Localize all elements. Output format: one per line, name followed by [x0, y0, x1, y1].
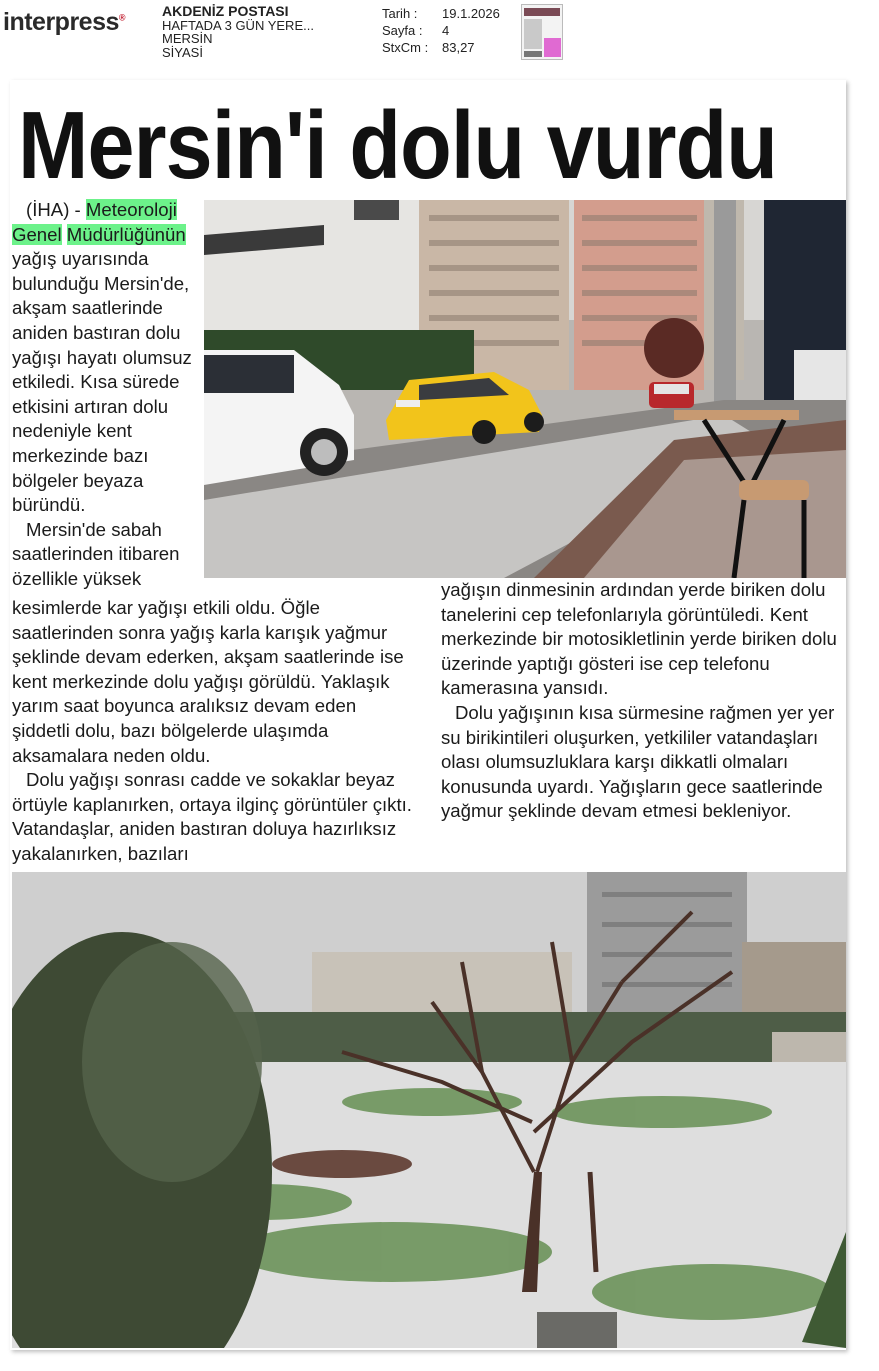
article-column-right: [441, 578, 843, 824]
stxcm-value: 83,27: [442, 40, 475, 55]
clipping-info: [382, 5, 500, 56]
agency-credit: (İHA) -: [26, 199, 86, 220]
paragraph-2-cont: kesimlerde kar yağışı etkili oldu. Öğle saatlerinden sonra yağış karla karışık yağmur şeklinde devam ederken, akşam saatlerinde ise kent merkezinde dolu yağışı görüldü. Yaklaşık yarım saat boyunca aralıksız devam eden şiddetli dolu, bazı bölgelerde ulaşımda aksamalara neden oldu.: [12, 597, 404, 766]
page-label: Sayfa :: [382, 23, 423, 38]
publication-meta: [162, 5, 314, 59]
page-thumbnail[interactable]: [521, 4, 563, 60]
registered-mark: ®: [118, 12, 126, 23]
date-value: 19.1.2026: [442, 6, 500, 21]
publication-frequency: HAFTADA 3 GÜN YERE...: [162, 17, 314, 33]
article-column-left: [12, 198, 204, 592]
highlight-genel: Genel: [12, 223, 62, 245]
interpress-logo: interpress®: [3, 8, 126, 36]
paragraph-3: Dolu yağışı sonrası cadde ve sokaklar beyaz örtüyle kaplanırken, ortaya ilginç görüntüler çıktı. Vatandaşlar, aniden bastıran doluya hazırlıksız yakalanırken, bazıları: [12, 769, 412, 864]
photo-street-hail: [204, 200, 846, 578]
stxcm-label: StxCm :: [382, 40, 429, 55]
highlight-meteoroloji: Meteoroloji: [85, 199, 177, 220]
paragraph-4: Dolu yağışının kısa sürmesine rağmen yer yer su birikintileri oluşurken, yetkililer vatandaşları olası olumsuzluklara karşı dikkatli olmaları konusunda uyardı. Yağışların gece saatlerinde yağmur şeklinde devam etmesi bekleniyor.: [441, 701, 835, 822]
article-column-middle: [12, 596, 417, 867]
lead-text: yağış uyarısında bulunduğu Mersin'de, akşam saatlerinde aniden bastıran dolu yağışı hayatı olumsuz etkiledi. Kısa sürede etkisini artıran dolu nedeniyle kent merkezinde bazı bölgeler beyaza büründü.: [12, 248, 192, 516]
paragraph-3-cont: yağışın dinmesinin ardından yerde biriken dolu tanelerini cep telefonlarıyla görüntüledi. Kent merkezinde bir motosikletlinin yerde biriken dolu üzerinde yaptığı gösteri ise cep telefonu kamerasına yansıdı.: [441, 579, 837, 699]
page-value: 4: [442, 23, 450, 38]
photo-garden-hail: [12, 872, 846, 1348]
publication-city: MERSİN: [162, 31, 213, 46]
headline: Mersin'i dolu vurdu: [18, 92, 778, 199]
date-label: Tarih :: [382, 6, 418, 21]
publication-name: AKDENİZ POSTASI: [162, 3, 289, 19]
paragraph-2-start: Mersin'de sabah saatlerinden itibaren özellikle yüksek: [12, 518, 180, 589]
highlight-mudurlugu: Müdürlüğünün: [66, 223, 186, 245]
publication-category: SİYASİ: [162, 44, 203, 60]
